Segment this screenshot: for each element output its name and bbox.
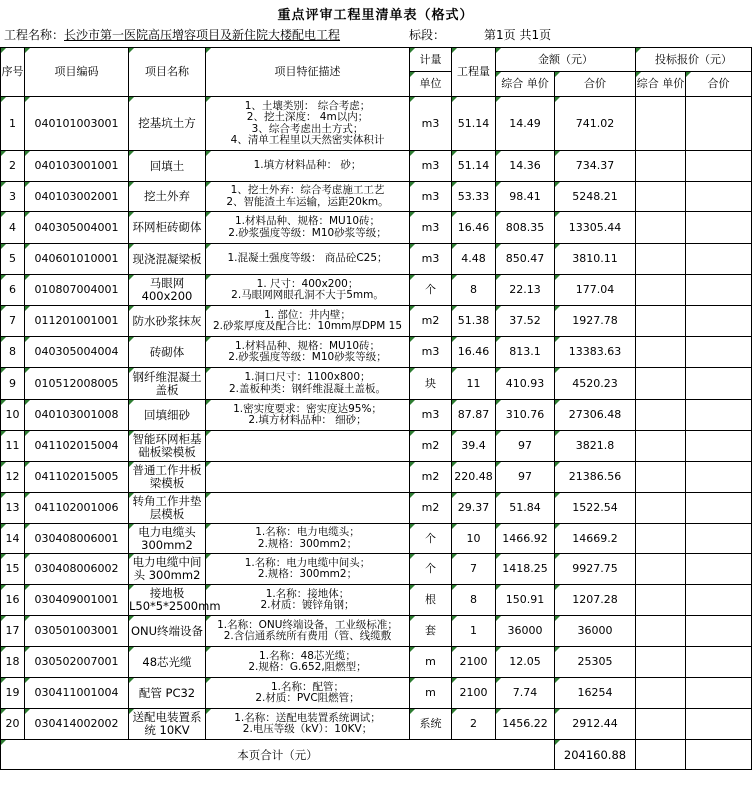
row-qty: 8 xyxy=(452,275,496,306)
row-bid-total-price[interactable] xyxy=(686,709,752,740)
row-qty: 220.48 xyxy=(452,462,496,493)
row-total-price: 3810.11 xyxy=(555,244,636,275)
row-bid-total-price[interactable] xyxy=(686,616,752,647)
row-bid-unit-price[interactable] xyxy=(636,585,686,616)
row-total-price: 1207.28 xyxy=(555,585,636,616)
row-bid-total-price[interactable] xyxy=(686,212,752,244)
row-code: 030502007001 xyxy=(25,647,129,678)
row-bid-total-price[interactable] xyxy=(686,244,752,275)
row-total-price: 25305 xyxy=(555,647,636,678)
row-bid-total-price[interactable] xyxy=(686,275,752,306)
row-name: 钢纤维混凝土 盖板 xyxy=(129,368,206,400)
row-bid-unit-price[interactable] xyxy=(636,554,686,585)
row-unit: m2 xyxy=(410,431,452,462)
row-bid-unit-price[interactable] xyxy=(636,151,686,182)
row-unit-price: 37.52 xyxy=(496,306,555,337)
row-total-price: 2912.44 xyxy=(555,709,636,740)
row-unit-price: 410.93 xyxy=(496,368,555,400)
row-seq: 16 xyxy=(1,585,25,616)
row-unit-price: 150.91 xyxy=(496,585,555,616)
row-name: 普通工作井板 梁模板 xyxy=(129,462,206,493)
header-bid-unit-price: 综合 单价 xyxy=(636,72,686,97)
header-qty: 工程量 xyxy=(452,48,496,97)
table-row xyxy=(1,678,752,709)
row-seq: 3 xyxy=(1,182,25,212)
row-unit: 套 xyxy=(410,616,452,647)
row-bid-total-price[interactable] xyxy=(686,151,752,182)
row-name: 回填土 xyxy=(129,151,206,182)
row-unit: m3 xyxy=(410,337,452,368)
row-bid-unit-price[interactable] xyxy=(636,275,686,306)
row-unit-price: 1418.25 xyxy=(496,554,555,585)
footer-total-value: 204160.88 xyxy=(555,740,636,770)
table-row xyxy=(1,151,752,182)
table-row xyxy=(1,337,752,368)
row-code: 040101003001 xyxy=(25,97,129,151)
row-unit-price: 97 xyxy=(496,462,555,493)
row-unit: 系统 xyxy=(410,709,452,740)
bill-of-quantities-table xyxy=(0,47,752,770)
row-bid-unit-price[interactable] xyxy=(636,678,686,709)
table-row xyxy=(1,431,752,462)
row-bid-unit-price[interactable] xyxy=(636,182,686,212)
row-desc: 1.名称：送配电装置系统调试； 2.电压等级（kV）：10KV； xyxy=(206,709,410,740)
row-desc: 1.名称：电力电缆中间头； 2.规格：300mm2； xyxy=(206,554,410,585)
table-row xyxy=(1,585,752,616)
row-unit-price: 97 xyxy=(496,431,555,462)
row-unit: m3 xyxy=(410,97,452,151)
header-unit-top: 计量 xyxy=(410,48,452,72)
row-code: 030408006001 xyxy=(25,524,129,554)
row-seq: 13 xyxy=(1,493,25,524)
row-code: 040103002001 xyxy=(25,182,129,212)
row-total-price: 16254 xyxy=(555,678,636,709)
row-seq: 5 xyxy=(1,244,25,275)
row-unit: m3 xyxy=(410,151,452,182)
row-bid-total-price[interactable] xyxy=(686,647,752,678)
row-code: 041102015004 xyxy=(25,431,129,462)
row-unit-price: 51.84 xyxy=(496,493,555,524)
row-unit-price: 7.74 xyxy=(496,678,555,709)
row-bid-total-price[interactable] xyxy=(686,337,752,368)
row-desc: 1.混凝土强度等级： 商品砼C25； xyxy=(206,244,410,275)
project-label: 工程名称： xyxy=(4,28,65,42)
footer-bid-unit-price[interactable] xyxy=(636,740,686,770)
row-total-price: 734.37 xyxy=(555,151,636,182)
row-seq: 19 xyxy=(1,678,25,709)
row-unit: 个 xyxy=(410,524,452,554)
row-unit: 根 xyxy=(410,585,452,616)
table-row xyxy=(1,182,752,212)
table-row xyxy=(1,493,752,524)
row-unit-price: 1456.22 xyxy=(496,709,555,740)
row-unit-price: 12.05 xyxy=(496,647,555,678)
row-unit: m3 xyxy=(410,182,452,212)
row-unit-price: 850.47 xyxy=(496,244,555,275)
row-seq: 1 xyxy=(1,97,25,151)
row-qty: 2100 xyxy=(452,647,496,678)
row-unit: m2 xyxy=(410,493,452,524)
row-bid-total-price[interactable] xyxy=(686,554,752,585)
row-desc: 1.材料品种、规格：MU10砖； 2.砂浆强度等级：M10砂浆等级； xyxy=(206,337,410,368)
header-unit-price: 综合 单价 xyxy=(496,72,555,97)
table-row xyxy=(1,462,752,493)
row-bid-unit-price[interactable] xyxy=(636,306,686,337)
row-unit: m xyxy=(410,678,452,709)
row-code: 030408006002 xyxy=(25,554,129,585)
row-name: 挖土外弃 xyxy=(129,182,206,212)
row-code: 030501003001 xyxy=(25,616,129,647)
row-total-price: 1522.54 xyxy=(555,493,636,524)
row-qty: 53.33 xyxy=(452,182,496,212)
row-desc: 1.名称：ONU终端设备，工业级标准； 2.含信通系统所有费用（管、线缆敷 xyxy=(206,616,410,647)
row-seq: 18 xyxy=(1,647,25,678)
row-bid-unit-price[interactable] xyxy=(636,462,686,493)
row-name: 环网柜砖砌体 xyxy=(129,212,206,244)
row-unit: 个 xyxy=(410,554,452,585)
row-bid-unit-price[interactable] xyxy=(636,212,686,244)
page-info: 第1页 共1页 xyxy=(484,28,552,42)
section-label: 标段： xyxy=(409,28,446,42)
row-desc: 1.填方材料品种： 砂； xyxy=(206,151,410,182)
row-bid-unit-price[interactable] xyxy=(636,431,686,462)
row-unit-price: 14.36 xyxy=(496,151,555,182)
row-bid-total-price[interactable] xyxy=(686,493,752,524)
row-bid-total-price[interactable] xyxy=(686,462,752,493)
row-total-price: 36000 xyxy=(555,616,636,647)
row-qty: 87.87 xyxy=(452,400,496,431)
table-row xyxy=(1,275,752,306)
row-total-price: 1927.78 xyxy=(555,306,636,337)
project-name: 长沙市第一医院高压增容项目及新住院大楼配电工程 xyxy=(64,28,341,42)
row-qty: 51.14 xyxy=(452,97,496,151)
row-total-price: 5248.21 xyxy=(555,182,636,212)
header-bid-group: 投标报价（元） xyxy=(636,48,752,72)
header-total-price: 合价 xyxy=(555,72,636,97)
row-code: 041102001006 xyxy=(25,493,129,524)
row-unit-price: 36000 xyxy=(496,616,555,647)
row-seq: 6 xyxy=(1,275,25,306)
table-row xyxy=(1,306,752,337)
row-bid-total-price[interactable] xyxy=(686,368,752,400)
row-qty: 7 xyxy=(452,554,496,585)
row-desc: 1、土壤类别： 综合考虑； 2、挖土深度： 4m以内； 3、综合考虑出土方式； 4、清单工程里以天然密实体积计 xyxy=(206,97,410,151)
row-desc: 1. 尺寸：400x200； 2.马眼网网眼孔洞不大于5mm。 xyxy=(206,275,410,306)
row-name: 电力电缆中间 头 300mm2 xyxy=(129,554,206,585)
row-bid-total-price[interactable] xyxy=(686,97,752,151)
row-bid-unit-price[interactable] xyxy=(636,97,686,151)
row-qty: 16.46 xyxy=(452,337,496,368)
row-unit-price: 98.41 xyxy=(496,182,555,212)
row-name: ONU终端设备 xyxy=(129,616,206,647)
footer-total-label: 本页合计（元） xyxy=(1,740,555,770)
row-seq: 7 xyxy=(1,306,25,337)
row-total-price: 27306.48 xyxy=(555,400,636,431)
row-bid-unit-price[interactable] xyxy=(636,616,686,647)
table-row xyxy=(1,368,752,400)
row-unit: m3 xyxy=(410,212,452,244)
row-name: 电力电缆头 300mm2 xyxy=(129,524,206,554)
row-bid-total-price[interactable] xyxy=(686,678,752,709)
row-desc: 1.材料品种、规格：MU10砖； 2.砂浆强度等级：M10砂浆等级； xyxy=(206,212,410,244)
footer-bid-total-price[interactable] xyxy=(686,740,752,770)
row-bid-total-price[interactable] xyxy=(686,306,752,337)
row-total-price: 4520.23 xyxy=(555,368,636,400)
row-name: 48芯光缆 xyxy=(129,647,206,678)
row-desc xyxy=(206,462,410,493)
row-unit: m3 xyxy=(410,244,452,275)
row-desc: 1.洞口尺寸：1100x800； 2.盖板种类：钢纤维混凝土盖板。 xyxy=(206,368,410,400)
header-desc: 项目特征描述 xyxy=(206,48,410,97)
row-seq: 9 xyxy=(1,368,25,400)
row-name: 回填细砂 xyxy=(129,400,206,431)
table-row xyxy=(1,400,752,431)
row-total-price: 14669.2 xyxy=(555,524,636,554)
row-code: 030411001004 xyxy=(25,678,129,709)
row-qty: 39.4 xyxy=(452,431,496,462)
row-desc: 1. 部位：井内壁； 2.砂浆厚度及配合比：10mm厚DPM 15 xyxy=(206,306,410,337)
row-name: 防水砂浆抹灰 xyxy=(129,306,206,337)
row-bid-total-price[interactable] xyxy=(686,182,752,212)
row-qty: 1 xyxy=(452,616,496,647)
page-title: 重点评审工程里清单表（格式） xyxy=(277,8,474,23)
row-seq: 17 xyxy=(1,616,25,647)
row-code: 040103001008 xyxy=(25,400,129,431)
project-info xyxy=(4,26,340,43)
row-unit-price: 14.49 xyxy=(496,97,555,151)
table-row xyxy=(1,97,752,151)
row-total-price: 741.02 xyxy=(555,97,636,151)
table-row xyxy=(1,524,752,554)
row-qty: 4.48 xyxy=(452,244,496,275)
table-row xyxy=(1,244,752,275)
row-total-price: 9927.75 xyxy=(555,554,636,585)
table-row xyxy=(1,554,752,585)
row-seq: 20 xyxy=(1,709,25,740)
header-code: 项目编码 xyxy=(25,48,129,97)
row-desc xyxy=(206,493,410,524)
row-unit-price: 808.35 xyxy=(496,212,555,244)
row-qty: 2 xyxy=(452,709,496,740)
row-total-price: 13305.44 xyxy=(555,212,636,244)
row-desc: 1.密实度要求：密实度达95%； 2.填方材料品种： 细砂； xyxy=(206,400,410,431)
row-bid-unit-price[interactable] xyxy=(636,400,686,431)
row-unit: m xyxy=(410,647,452,678)
row-code: 011201001001 xyxy=(25,306,129,337)
row-unit: m2 xyxy=(410,462,452,493)
row-name: 送配电装置系 统 10KV xyxy=(129,709,206,740)
row-desc: 1.名称：电力电缆头； 2.规格：300mm2； xyxy=(206,524,410,554)
row-qty: 11 xyxy=(452,368,496,400)
row-unit: m2 xyxy=(410,306,452,337)
row-code: 040103001001 xyxy=(25,151,129,182)
row-seq: 2 xyxy=(1,151,25,182)
row-qty: 16.46 xyxy=(452,212,496,244)
row-qty: 51.38 xyxy=(452,306,496,337)
row-bid-unit-price[interactable] xyxy=(636,709,686,740)
row-bid-unit-price[interactable] xyxy=(636,493,686,524)
row-seq: 8 xyxy=(1,337,25,368)
row-bid-unit-price[interactable] xyxy=(636,368,686,400)
row-name: 接地极 L50*5*2500mm xyxy=(129,585,206,616)
row-unit-price: 813.1 xyxy=(496,337,555,368)
row-desc: 1.名称：配管； 2.材质：PVC阻燃管； xyxy=(206,678,410,709)
row-code: 010512008005 xyxy=(25,368,129,400)
header-name: 项目名称 xyxy=(129,48,206,97)
row-bid-unit-price[interactable] xyxy=(636,244,686,275)
row-qty: 2100 xyxy=(452,678,496,709)
row-qty: 8 xyxy=(452,585,496,616)
row-code: 040601010001 xyxy=(25,244,129,275)
row-unit-price: 310.76 xyxy=(496,400,555,431)
row-name: 智能环网柜基 础板梁模板 xyxy=(129,431,206,462)
table-row xyxy=(1,709,752,740)
row-seq: 4 xyxy=(1,212,25,244)
row-seq: 14 xyxy=(1,524,25,554)
row-bid-unit-price[interactable] xyxy=(636,524,686,554)
row-name: 马眼网 400x200 xyxy=(129,275,206,306)
row-seq: 12 xyxy=(1,462,25,493)
table-row xyxy=(1,212,752,244)
row-seq: 11 xyxy=(1,431,25,462)
header-bid-total-price: 合价 xyxy=(686,72,752,97)
row-total-price: 3821.8 xyxy=(555,431,636,462)
row-code: 040305004001 xyxy=(25,212,129,244)
header-unit-bottom: 单位 xyxy=(410,72,452,97)
row-desc: 1.名称：48芯光缆； 2.规格：G.652,阻燃型； xyxy=(206,647,410,678)
row-name: 挖基坑土方 xyxy=(129,97,206,151)
row-desc: 1.名称：接地体； 2.材质：镀锌角钢； xyxy=(206,585,410,616)
row-unit-price: 1466.92 xyxy=(496,524,555,554)
row-total-price: 13383.63 xyxy=(555,337,636,368)
table-row xyxy=(1,647,752,678)
row-qty: 10 xyxy=(452,524,496,554)
row-name: 转角工作井垫 层模板 xyxy=(129,493,206,524)
row-bid-unit-price[interactable] xyxy=(636,337,686,368)
row-unit-price: 22.13 xyxy=(496,275,555,306)
row-code: 010807004001 xyxy=(25,275,129,306)
row-code: 040305004004 xyxy=(25,337,129,368)
row-bid-total-price[interactable] xyxy=(686,431,752,462)
row-unit: 块 xyxy=(410,368,452,400)
row-name: 砖砌体 xyxy=(129,337,206,368)
row-total-price: 177.04 xyxy=(555,275,636,306)
row-code: 030409001001 xyxy=(25,585,129,616)
row-code: 030414002002 xyxy=(25,709,129,740)
row-bid-unit-price[interactable] xyxy=(636,647,686,678)
row-desc: 1、挖土外弃：综合考虑施工工艺 2、智能渣土车运输，运距20km。 xyxy=(206,182,410,212)
row-qty: 51.14 xyxy=(452,151,496,182)
row-name: 配管 PC32 xyxy=(129,678,206,709)
row-total-price: 21386.56 xyxy=(555,462,636,493)
row-desc xyxy=(206,431,410,462)
row-name: 现浇混凝梁板 xyxy=(129,244,206,275)
row-bid-total-price[interactable] xyxy=(686,400,752,431)
row-bid-total-price[interactable] xyxy=(686,585,752,616)
row-seq: 10 xyxy=(1,400,25,431)
row-qty: 29.37 xyxy=(452,493,496,524)
header-amount-group: 金额（元） xyxy=(496,48,636,72)
row-code: 041102015005 xyxy=(25,462,129,493)
row-unit: m3 xyxy=(410,400,452,431)
row-seq: 15 xyxy=(1,554,25,585)
row-bid-total-price[interactable] xyxy=(686,524,752,554)
row-unit: 个 xyxy=(410,275,452,306)
table-row xyxy=(1,616,752,647)
header-seq: 序号 xyxy=(1,48,25,97)
